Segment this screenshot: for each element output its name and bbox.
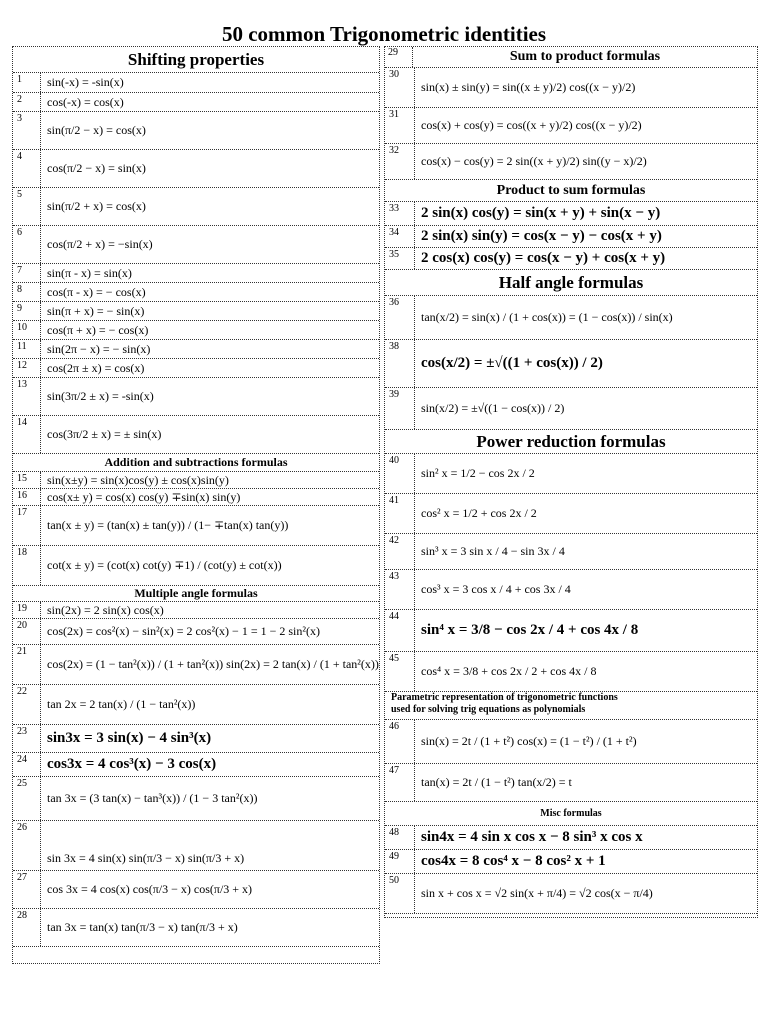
identity-number: 20 bbox=[13, 619, 41, 644]
section-subtitle: used for solving trig equations as polynomials bbox=[391, 704, 586, 715]
identity-row bbox=[385, 454, 757, 494]
identity-number: 16 bbox=[13, 489, 41, 505]
left-column-content bbox=[13, 47, 379, 947]
identity-row bbox=[13, 909, 379, 947]
identity-number: 14 bbox=[13, 416, 41, 453]
section-title: Addition and subtractions formulas bbox=[104, 455, 288, 469]
identity-formula: cos(-x) = cos(x) bbox=[47, 94, 124, 109]
identity-formula: sin(x) = 2t / (1 + t²) cos(x) = (1 − t²) / (1 + t²) bbox=[421, 734, 637, 748]
identity-number: 8 bbox=[13, 283, 41, 301]
identity-number: 22 bbox=[13, 685, 41, 724]
identity-number: 21 bbox=[13, 645, 41, 684]
identity-formula: cos(2x) = (1 − tan²(x)) / (1 + tan²(x)) sin(2x) = 2 tan(x) / (1 + tan²(x)) bbox=[47, 657, 379, 671]
identity-row bbox=[13, 777, 379, 821]
identity-number: 48 bbox=[385, 826, 415, 849]
identity-number: 50 bbox=[385, 874, 415, 913]
identity-number: 34 bbox=[385, 226, 415, 247]
identity-formula: cos(x) − cos(y) = 2 sin((x + y)/2) sin((y − x)/2) bbox=[421, 154, 647, 168]
identity-formula: tan 3x = tan(x) tan(π/3 − x) tan(π/3 + x) bbox=[47, 920, 238, 934]
identity-row bbox=[385, 874, 757, 914]
identity-row bbox=[13, 725, 379, 753]
identity-number: 47 bbox=[385, 764, 415, 801]
section-title: Misc formulas bbox=[540, 808, 602, 819]
identity-number: 36 bbox=[385, 296, 415, 339]
identity-number: 39 bbox=[385, 388, 415, 429]
identity-row bbox=[13, 472, 379, 489]
identity-row bbox=[13, 619, 379, 645]
identity-formula: sin(π/2 + x) = cos(x) bbox=[47, 199, 146, 213]
identity-formula: sin(π + x) = − sin(x) bbox=[47, 303, 145, 318]
identity-number: 33 bbox=[385, 202, 415, 225]
identity-row bbox=[385, 652, 757, 692]
right-column-content bbox=[385, 47, 757, 914]
identity-number: 43 bbox=[385, 570, 415, 609]
identity-row bbox=[13, 112, 379, 150]
section-title: Multiple angle formulas bbox=[134, 586, 258, 600]
identity-number: 40 bbox=[385, 454, 415, 493]
left-column bbox=[12, 46, 380, 964]
identity-row bbox=[385, 850, 757, 874]
identity-formula: cos(3π/2 ± x) = ± sin(x) bbox=[47, 427, 162, 441]
identity-number: 1 bbox=[13, 73, 41, 92]
identity-formula: cos(π/2 − x) = sin(x) bbox=[47, 161, 146, 175]
identity-row bbox=[385, 720, 757, 764]
identity-formula: cot(x ± y) = (cot(x) cot(y) ∓1) / (cot(y) ± cot(x)) bbox=[47, 558, 282, 572]
identity-row bbox=[385, 534, 757, 570]
identity-formula: sin 3x = 4 sin(x) sin(π/3 − x) sin(π/3 + x) bbox=[47, 851, 245, 865]
identity-row bbox=[385, 202, 757, 226]
identity-row bbox=[13, 489, 379, 506]
section-header bbox=[385, 802, 757, 826]
identity-formula: sin(3π/2 ± x) = -sin(x) bbox=[47, 389, 154, 403]
identity-number: 17 bbox=[13, 506, 41, 545]
identity-formula: 2 sin(x) cos(y) = sin(x + y) + sin(x − y) bbox=[421, 205, 661, 221]
identity-number: 45 bbox=[385, 652, 415, 691]
identity-number: 3 bbox=[13, 112, 41, 149]
identity-number: 13 bbox=[13, 378, 41, 415]
identity-row bbox=[385, 494, 757, 534]
section-header bbox=[385, 692, 757, 720]
identity-row bbox=[13, 753, 379, 777]
identity-row bbox=[385, 68, 757, 108]
identity-formula: sin(π/2 − x) = cos(x) bbox=[47, 123, 146, 137]
identity-number: 24 bbox=[13, 753, 41, 776]
section-title: Product to sum formulas bbox=[496, 182, 646, 198]
identity-formula: sin⁴ x = 3/8 − cos 2x / 4 + cos 4x / 8 bbox=[421, 622, 639, 638]
identity-row bbox=[13, 93, 379, 112]
section-title: Half angle formulas bbox=[498, 272, 644, 292]
identity-row bbox=[385, 248, 757, 270]
section-header bbox=[13, 586, 379, 602]
identity-row bbox=[13, 340, 379, 359]
identity-number: 10 bbox=[13, 321, 41, 339]
identity-row bbox=[385, 340, 757, 388]
identity-formula: tan 3x = (3 tan(x) − tan³(x)) / (1 − 3 tan²(x)) bbox=[47, 791, 258, 805]
identity-row bbox=[385, 144, 757, 180]
identity-formula: cos³ x = 3 cos x / 4 + cos 3x / 4 bbox=[421, 582, 571, 596]
section-header bbox=[13, 47, 379, 73]
identity-formula: cos² x = 1/2 + cos 2x / 2 bbox=[421, 506, 537, 520]
identity-row bbox=[13, 359, 379, 378]
identity-row bbox=[13, 546, 379, 586]
section-header bbox=[13, 454, 379, 472]
identity-formula: cos(π/2 + x) = −sin(x) bbox=[47, 237, 153, 251]
identity-row bbox=[13, 188, 379, 226]
identity-formula: cos 3x = 4 cos(x) cos(π/3 − x) cos(π/3 + x) bbox=[47, 882, 253, 896]
identity-formula: 2 cos(x) cos(y) = cos(x − y) + cos(x + y) bbox=[421, 250, 666, 266]
identity-formula: cos(x± y) = cos(x) cos(y) ∓sin(x) sin(y) bbox=[47, 489, 241, 504]
identity-row bbox=[13, 821, 379, 871]
identity-row bbox=[385, 108, 757, 144]
identity-number: 5 bbox=[13, 188, 41, 225]
identity-number: 26 bbox=[13, 821, 41, 870]
identity-row bbox=[13, 871, 379, 909]
identity-number: 44 bbox=[385, 610, 415, 651]
identity-formula: tan(x) = 2t / (1 − t²) tan(x/2) = t bbox=[421, 775, 572, 789]
identity-number: 25 bbox=[13, 777, 41, 820]
identity-number: 12 bbox=[13, 359, 41, 377]
identity-formula: sin³ x = 3 sin x / 4 − sin 3x / 4 bbox=[421, 544, 565, 558]
identity-number: 15 bbox=[13, 472, 41, 488]
identity-row bbox=[385, 226, 757, 248]
identity-formula: cos(2x) = cos²(x) − sin²(x) = 2 cos²(x) − 1 = 1 − 2 sin²(x) bbox=[47, 624, 320, 638]
identity-formula: 2 sin(x) sin(y) = cos(x − y) − cos(x + y) bbox=[421, 228, 662, 244]
identity-row bbox=[385, 764, 757, 802]
identity-number: 35 bbox=[385, 248, 415, 269]
identity-formula: sin(π - x) = sin(x) bbox=[47, 265, 132, 280]
identity-formula: sin(2x) = 2 sin(x) cos(x) bbox=[47, 602, 164, 617]
section-header bbox=[385, 47, 757, 68]
identity-row bbox=[13, 226, 379, 264]
identity-row bbox=[13, 378, 379, 416]
identity-row bbox=[13, 264, 379, 283]
identity-row bbox=[13, 685, 379, 725]
identity-number: 32 bbox=[385, 144, 415, 179]
identity-formula: cos3x = 4 cos³(x) − 3 cos(x) bbox=[47, 756, 217, 772]
identity-number: 23 bbox=[13, 725, 41, 752]
identity-formula: cos(π + x) = − cos(x) bbox=[47, 322, 149, 337]
identity-formula: sin² x = 1/2 − cos 2x / 2 bbox=[421, 466, 535, 480]
identity-formula: cos(x) + cos(y) = cos((x + y)/2) cos((x − y)/2) bbox=[421, 118, 642, 132]
identity-row bbox=[13, 645, 379, 685]
identity-number: 28 bbox=[13, 909, 41, 946]
identity-row bbox=[13, 302, 379, 321]
identity-row bbox=[385, 296, 757, 340]
section-title: Sum to product formulas bbox=[509, 49, 661, 64]
identity-formula: tan(x ± y) = (tan(x) ± tan(y)) / (1− ∓tan(x) tan(y)) bbox=[47, 518, 289, 532]
identity-formula: sin(x/2) = ±√((1 − cos(x)) / 2) bbox=[421, 401, 565, 415]
identity-row bbox=[13, 321, 379, 340]
identity-number: 2 bbox=[13, 93, 41, 111]
identity-row bbox=[13, 416, 379, 454]
section-header bbox=[385, 430, 757, 454]
identity-formula: sin(x) ± sin(y) = sin((x ± y)/2) cos((x − y)/2) bbox=[421, 80, 636, 94]
identity-formula: sin(2π − x) = − sin(x) bbox=[47, 341, 151, 356]
section-header bbox=[385, 180, 757, 202]
identity-number: 31 bbox=[385, 108, 415, 143]
section-title: Parametric representation of trigonometric functions bbox=[391, 692, 618, 703]
identity-number: 4 bbox=[13, 150, 41, 187]
identity-row bbox=[13, 283, 379, 302]
identity-number: 38 bbox=[385, 340, 415, 387]
identity-number: 41 bbox=[385, 494, 415, 533]
identity-formula: sin3x = 3 sin(x) − 4 sin³(x) bbox=[47, 730, 212, 746]
section-title: Power reduction formulas bbox=[476, 431, 666, 451]
identity-number: 27 bbox=[13, 871, 41, 908]
identity-formula: sin x + cos x = √2 sin(x + π/4) = √2 cos(x − π/4) bbox=[421, 886, 653, 900]
section-header bbox=[385, 270, 757, 296]
identity-number: 29 bbox=[385, 47, 413, 67]
identity-number: 9 bbox=[13, 302, 41, 320]
identity-number: 18 bbox=[13, 546, 41, 585]
identity-formula: cos4x = 8 cos⁴ x − 8 cos² x + 1 bbox=[421, 853, 606, 869]
section-title: Shifting properties bbox=[127, 49, 265, 69]
identity-number: 7 bbox=[13, 264, 41, 282]
identity-number: 46 bbox=[385, 720, 415, 763]
identity-row bbox=[385, 388, 757, 430]
identity-formula: cos(x/2) = ±√((1 + cos(x)) / 2) bbox=[421, 355, 603, 371]
identity-number: 19 bbox=[13, 602, 41, 618]
identity-formula: tan 2x = 2 tan(x) / (1 − tan²(x)) bbox=[47, 697, 196, 711]
identity-row bbox=[385, 826, 757, 850]
identity-row bbox=[385, 610, 757, 652]
identity-formula: sin(x±y) = sin(x)cos(y) ± cos(x)sin(y) bbox=[47, 472, 229, 487]
identity-formula: cos(2π ± x) = cos(x) bbox=[47, 360, 145, 375]
identity-formula: cos(π - x) = − cos(x) bbox=[47, 284, 146, 299]
right-column bbox=[384, 46, 758, 918]
identity-formula: tan(x/2) = sin(x) / (1 + cos(x)) = (1 − cos(x)) / sin(x) bbox=[421, 310, 673, 324]
identity-formula: cos⁴ x = 3/8 + cos 2x / 2 + cos 4x / 8 bbox=[421, 664, 597, 678]
identity-row bbox=[13, 506, 379, 546]
identity-number: 11 bbox=[13, 340, 41, 358]
identity-row bbox=[13, 150, 379, 188]
identity-formula: sin4x = 4 sin x cos x − 8 sin³ x cos x bbox=[421, 829, 643, 845]
identity-formula: sin(-x) = -sin(x) bbox=[47, 75, 124, 89]
identity-number: 49 bbox=[385, 850, 415, 873]
identity-row bbox=[13, 602, 379, 619]
identity-row bbox=[13, 73, 379, 93]
identity-number: 42 bbox=[385, 534, 415, 569]
identity-number: 6 bbox=[13, 226, 41, 263]
identity-number: 30 bbox=[385, 68, 415, 107]
page-title: 50 common Trigonometric identities bbox=[221, 22, 547, 46]
identity-row bbox=[385, 570, 757, 610]
